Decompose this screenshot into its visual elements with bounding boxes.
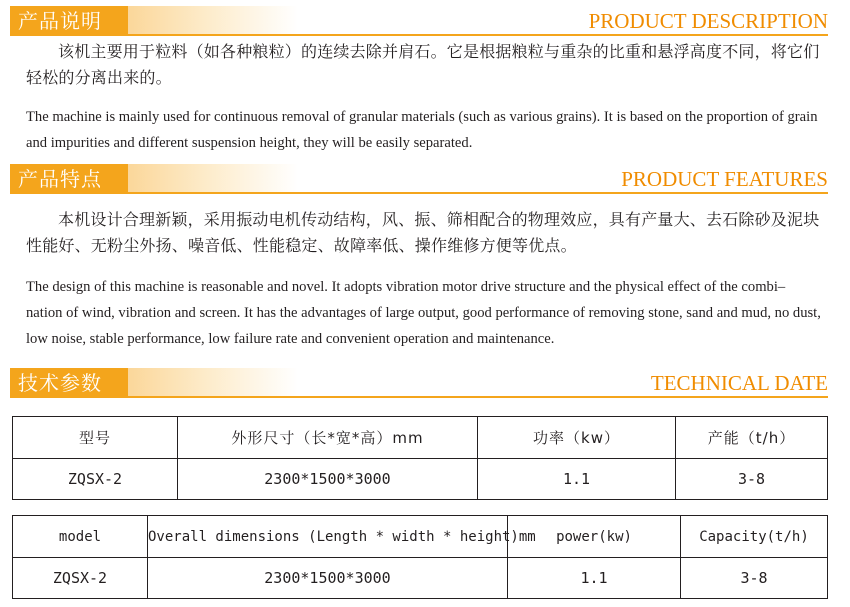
header-dimensions: 外形尺寸（长*宽*高）mm [178,417,478,459]
cell-capacity: 3-8 [676,459,828,500]
section-header-features [10,164,828,194]
cell-capacity: 3-8 [681,558,828,599]
cell-model: ZQSX-2 [13,558,148,599]
table-header-row [13,417,828,459]
section-title-cn: 产品特点 [10,164,128,194]
description-en-text: The machine is mainly used for continuous removal of granular materials (such as various grains). It is based on the proportion of grain and impurities and different suspension height, they will be easily separated. [26,109,818,151]
header-model: model [13,516,148,558]
header-capacity: 产能（t/h） [676,417,828,459]
header-power: 功率（kw） [478,417,676,459]
cell-model: ZQSX-2 [13,459,178,500]
header-model: 型号 [13,417,178,459]
description-cn-text: 该机主要用于粒料（如各种粮粒）的连续去除并肩石。它是根据粮粒与重杂的比重和悬浮高度不同，将它们轻松的分离出来的。 [26,42,820,87]
features-en-text: The design of this machine is reasonable and novel. It adopts vibration motor drive structure and the physical effect of the combi–nation of wind, vibration and screen. It has the advantages of large output, good performance of removing stone, sand and mud, no dust, low noise, stable performance, low failure rate and convenient operation and maintenance. [26,279,821,347]
table-header-row [13,516,828,558]
cell-power: 1.1 [508,558,681,599]
table-row [13,459,828,500]
spec-table-cn [12,416,828,500]
header-capacity: Capacity(t/h) [681,516,828,558]
header-gradient [128,164,298,194]
header-rule [128,192,828,194]
section-title-en: PRODUCT FEATURES [621,167,828,191]
header-rule [128,396,828,398]
section-header-technical [10,368,828,398]
cell-dimensions: 2300*1500*3000 [148,558,508,599]
cell-power: 1.1 [478,459,676,500]
section-title-cn: 产品说明 [10,6,128,36]
features-cn-text: 本机设计合理新颖，采用振动电机传动结构，风、振、筛相配合的物理效应，具有产量大、去石除砂及泥块性能好、无粉尘外扬、噪音低、性能稳定、故障率低、操作维修方便等优点。 [26,210,820,255]
header-dimensions: Overall dimensions (Length * width * height)mm [148,516,508,558]
section-title-cn: 技术参数 [10,368,128,398]
section-header-description [10,6,828,36]
section-title-en: TECHNICAL DATE [650,371,828,395]
header-gradient [128,368,298,398]
section-title-en: PRODUCT DESCRIPTION [588,9,828,33]
header-rule [128,34,828,36]
header-gradient [128,6,298,36]
table-row [13,558,828,599]
spec-table-en [12,515,828,599]
cell-dimensions: 2300*1500*3000 [178,459,478,500]
header-power: power(kw) [508,516,681,558]
